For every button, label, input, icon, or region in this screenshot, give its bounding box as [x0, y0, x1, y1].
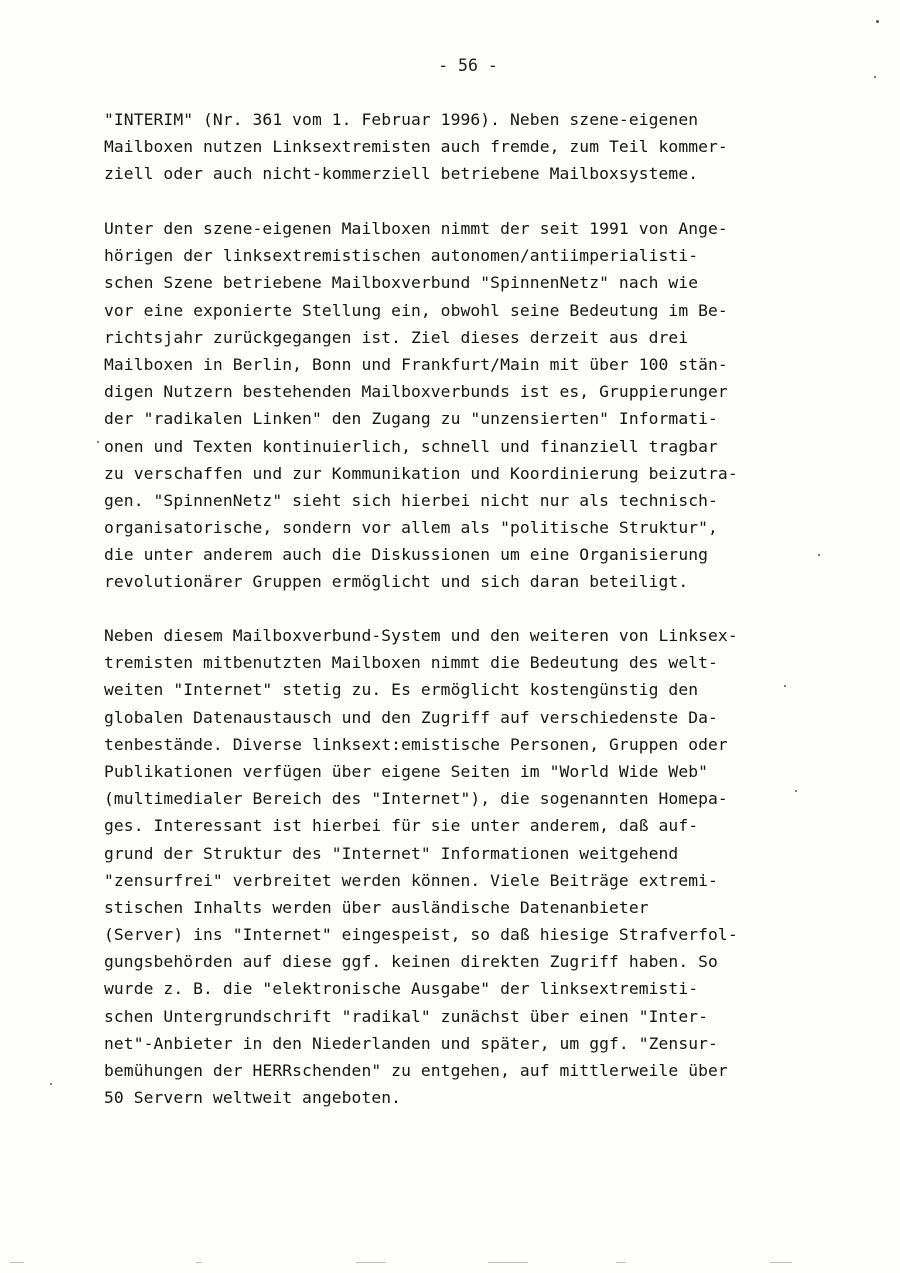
text-line: (multimedialer Bereich des "Internet"), die sogenannten Homepa-	[104, 789, 728, 809]
scan-speck	[97, 441, 99, 443]
text-line: "zensurfrei" verbreitet werden können. Viele Beiträge extremi-	[104, 870, 718, 890]
text-line: ges. Interessant ist hierbei für sie unter anderem, daß auf-	[104, 816, 699, 836]
text-line: bemühungen der HERRschenden" zu entgehen, auf mittlerweile über	[104, 1061, 728, 1080]
text-line: grund der Struktur des "Internet" Informationen weitgehend	[104, 843, 679, 863]
text-line: Mailboxen in Berlin, Bonn und Frankfurt/Main mit über 100 stän-	[104, 354, 728, 374]
paragraph-2	[104, 215, 864, 596]
text-line: die unter anderem auch die Diskussionen um eine Organisierung	[104, 545, 709, 565]
scan-edge-mark	[616, 1262, 626, 1263]
paragraph-1	[104, 106, 864, 188]
text-line: schen Untergrundschrift "radikal" zunächst über einen "Inter-	[104, 1006, 709, 1026]
text-line: der "radikalen Linken" den Zugang zu "unzensierten" Informati-	[104, 409, 718, 429]
text-line: richtsjahr zurückgegangen ist. Ziel dieses derzeit aus drei	[104, 327, 689, 347]
text-line: digen Nutzern bestehenden Mailboxverbunds ist es, Gruppierunger	[104, 382, 728, 402]
paragraph-3	[104, 622, 864, 1111]
text-line: gungsbehörden auf diese ggf. keinen direkten Zugriff haben. So	[104, 952, 718, 972]
scan-speck	[50, 1083, 52, 1085]
text-line: 50 Servern weltweit angeboten.	[104, 1088, 402, 1108]
scan-edge-mark	[196, 1262, 202, 1263]
text-line: vor eine exponierte Stellung ein, obwohl seine Bedeutung im Be-	[104, 300, 728, 320]
text-line: stischen Inhalts werden über ausländische Datenanbieter	[104, 897, 649, 917]
text-line: (Server) ins "Internet" eingespeist, so daß hiesige Strafverfol-	[104, 925, 738, 945]
text-line: organisatorische, sondern vor allem als "politische Struktur",	[104, 518, 718, 538]
text-line: zu verschaffen und zur Kommunikation und Koordinierung beizutra-	[104, 463, 738, 483]
scan-speck	[876, 20, 879, 23]
text-line: hörigen der linksextremistischen autonomen/antiimperialisti-	[104, 246, 699, 266]
scan-edge-marks	[0, 1262, 900, 1268]
scan-speck	[818, 554, 820, 556]
text-line: schen Szene betriebene Mailboxverbund "SpinnenNetz" nach wie	[104, 273, 699, 293]
scan-edge-mark	[488, 1262, 528, 1263]
text-line: weiten "Internet" stetig zu. Es ermöglicht kostengünstig den	[104, 680, 699, 700]
scan-edge-mark	[356, 1262, 386, 1263]
text-line: gen. "SpinnenNetz" sieht sich hierbei nicht nur als technisch-	[104, 490, 718, 510]
text-line: net"-Anbieter in den Niederlanden und später, um ggf. "Zensur-	[104, 1033, 718, 1053]
text-line: Neben diesem Mailboxverbund-System und den weiteren von Linksex-	[104, 626, 738, 645]
text-line: globalen Datenaustausch und den Zugriff auf verschiedenste Da-	[104, 707, 718, 727]
scan-speck	[874, 76, 876, 78]
scan-speck	[784, 685, 786, 687]
scan-edge-mark	[10, 1262, 24, 1263]
text-line: tremisten mitbenutzten Mailboxen nimmt die Bedeutung des welt-	[104, 653, 718, 673]
text-line: ziell oder auch nicht-kommerziell betriebene Mailboxsysteme.	[104, 164, 699, 184]
text-line: Unter den szene-eigenen Mailboxen nimmt der seit 1991 von Ange-	[104, 219, 728, 238]
page-number: - 56 -	[438, 56, 498, 75]
text-line: onen und Texten kontinuierlich, schnell und finanziell tragbar	[104, 436, 718, 456]
text-line: revolutionärer Gruppen ermöglicht und sich daran beteiligt.	[104, 572, 689, 592]
scan-edge-mark	[770, 1262, 792, 1263]
text-line: wurde z. B. die "elektronische Ausgabe" der linksextremisti-	[104, 979, 699, 999]
text-line: "INTERIM" (Nr. 361 vom 1. Februar 1996). Neben szene-eigenen	[104, 110, 699, 129]
text-line: Publikationen verfügen über eigene Seiten im "World Wide Web"	[104, 761, 709, 781]
scan-speck	[795, 790, 797, 792]
text-line: tenbestände. Diverse linksext:emistische Personen, Gruppen oder	[104, 734, 728, 754]
text-line: Mailboxen nutzen Linksextremisten auch fremde, zum Teil kommer-	[104, 137, 728, 157]
